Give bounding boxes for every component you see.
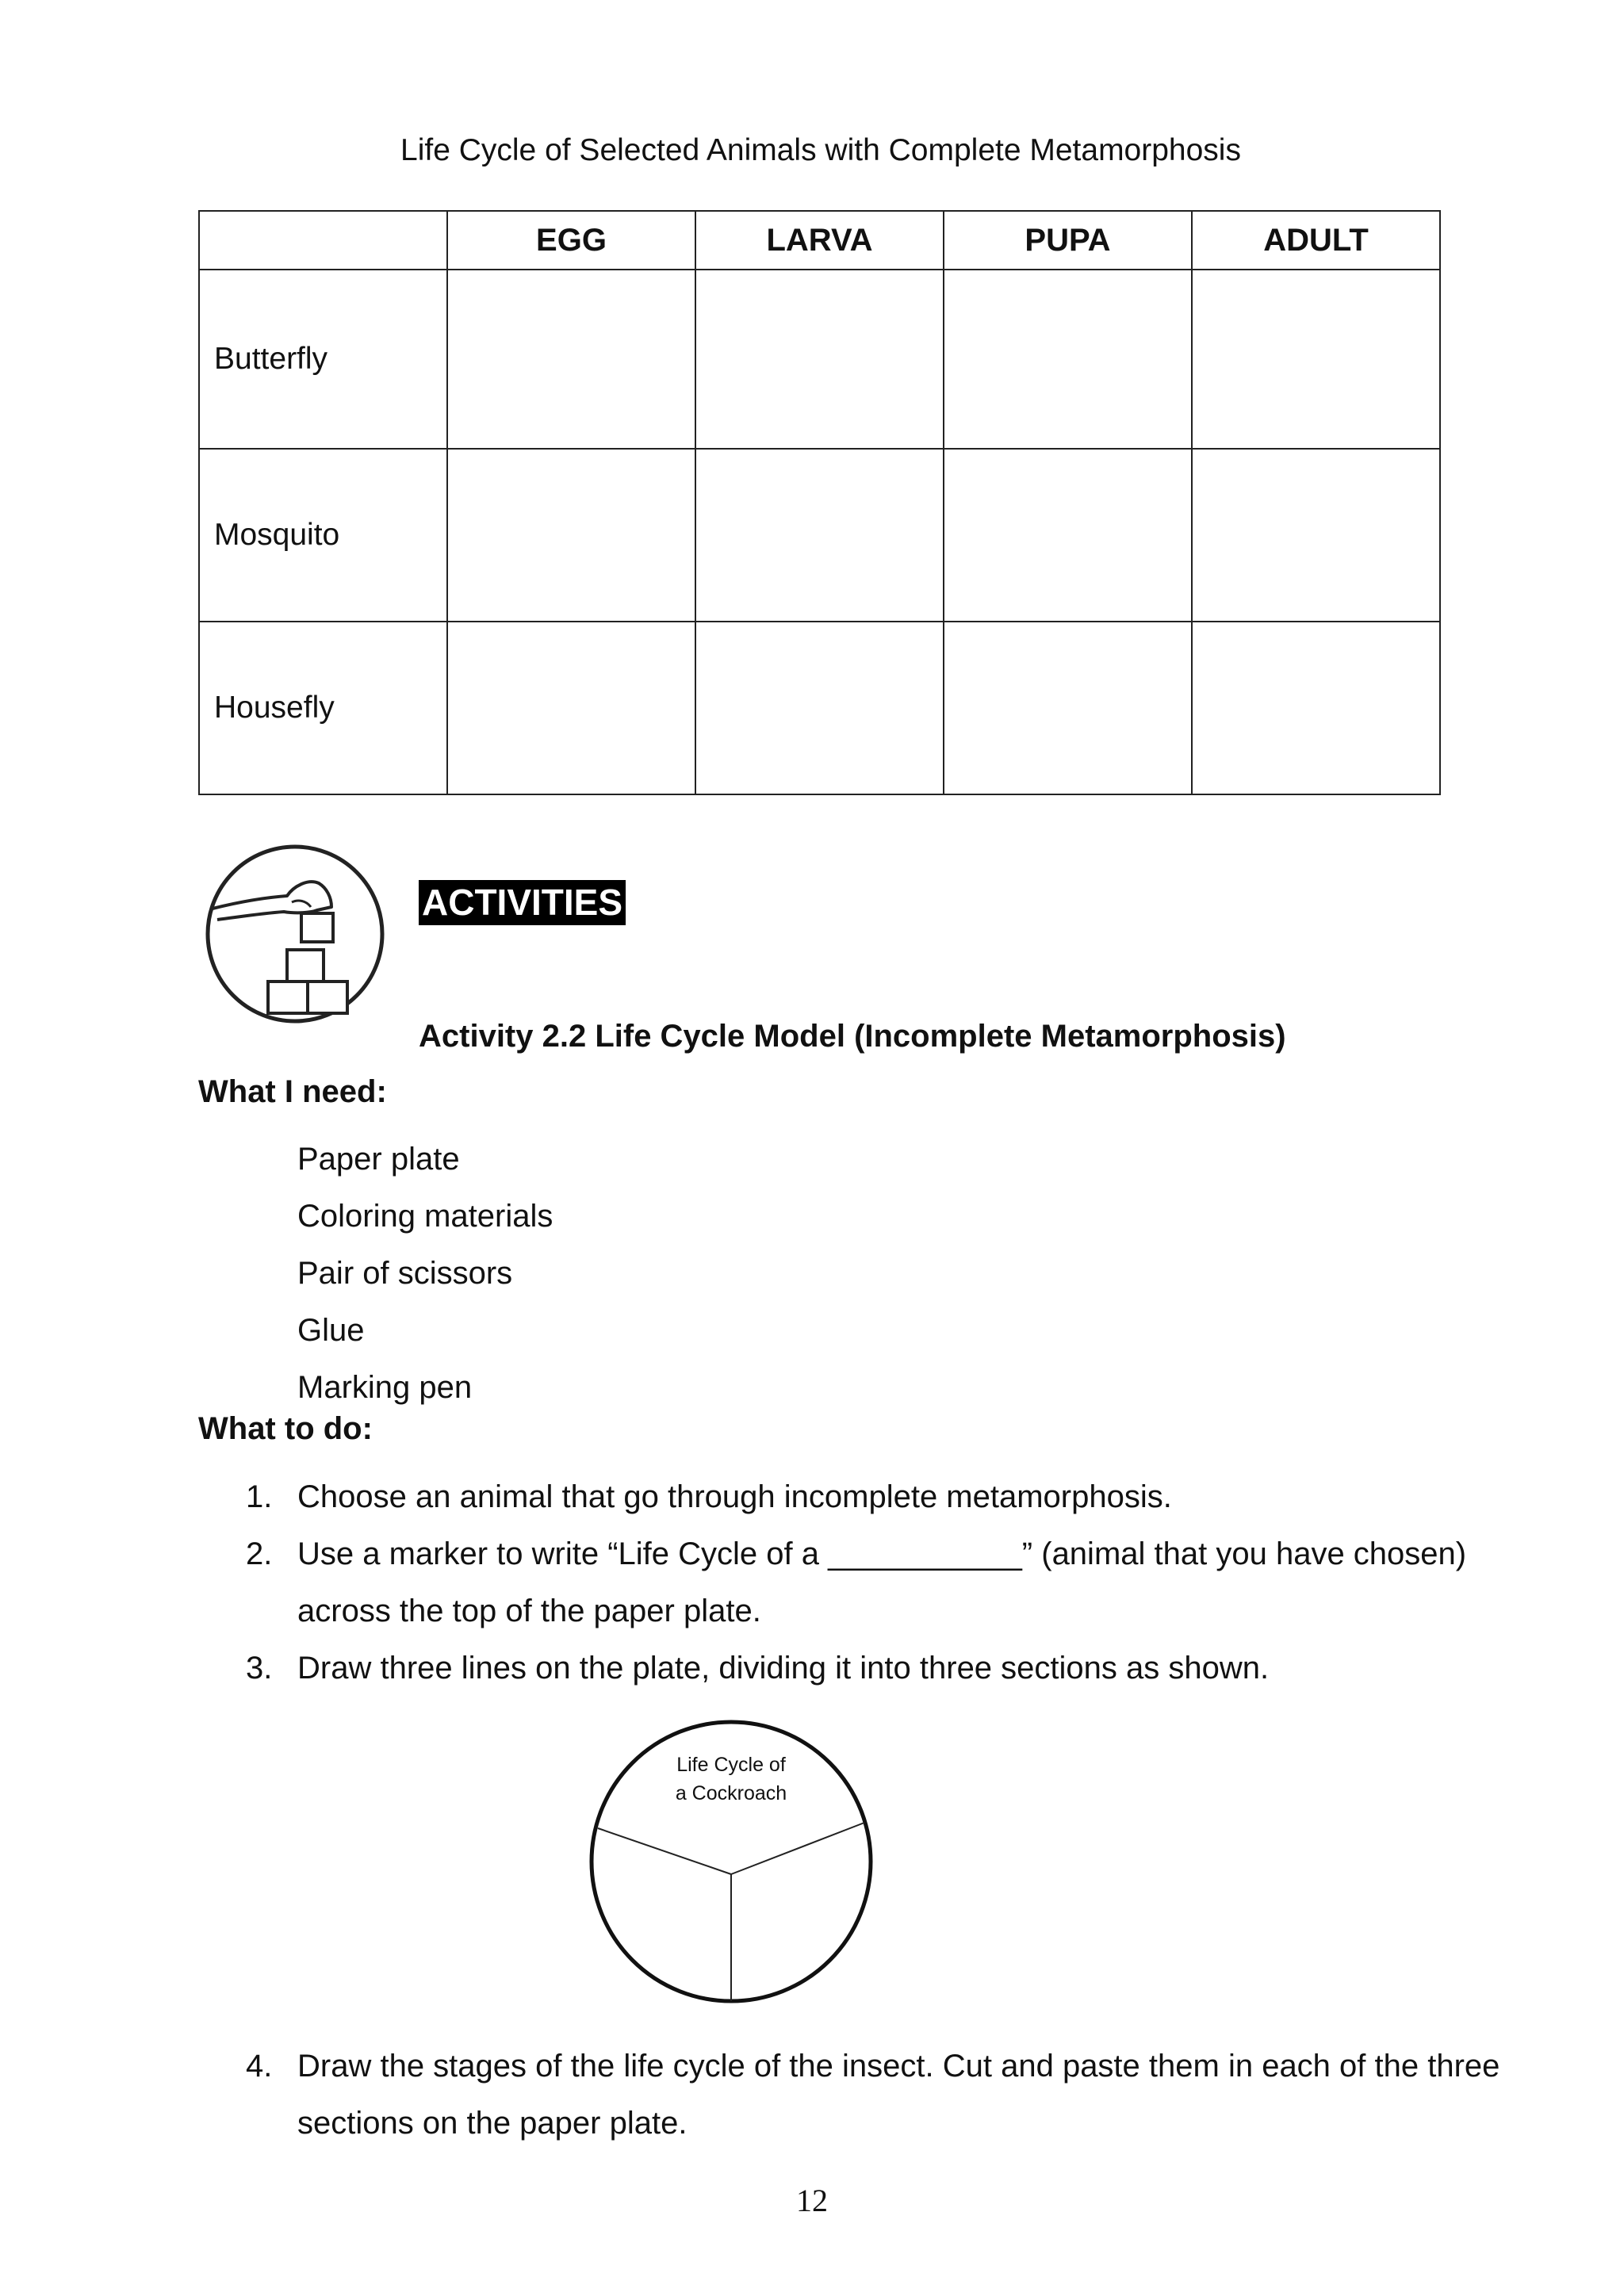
table-cell[interactable] xyxy=(944,622,1192,794)
activity-title: Activity 2.2 Life Cycle Model (Incomplete Metamorphosis) xyxy=(419,1019,1286,1054)
row-label-housefly: Housefly xyxy=(199,622,447,794)
step-text: Draw three lines on the plate, dividing it into three sections as shown. xyxy=(297,1651,1270,1686)
table-row xyxy=(199,449,1440,622)
table-cell[interactable] xyxy=(695,449,944,622)
list-item xyxy=(246,1468,1515,1525)
step-number: 4. xyxy=(246,2049,273,2084)
header-larva: LARVA xyxy=(695,211,944,270)
header-blank xyxy=(199,211,447,270)
table-cell[interactable] xyxy=(944,449,1192,622)
table-cell[interactable] xyxy=(695,622,944,794)
plate-label xyxy=(634,1751,828,1808)
header-egg: EGG xyxy=(447,211,695,270)
step-number: 3. xyxy=(246,1651,273,1686)
page-number: 12 xyxy=(796,2183,828,2218)
table-row xyxy=(199,270,1440,449)
table-cell[interactable] xyxy=(447,270,695,449)
step-number: 1. xyxy=(246,1479,273,1514)
table-cell[interactable] xyxy=(695,270,944,449)
list-item: Marking pen xyxy=(297,1370,473,1405)
table-caption: Life Cycle of Selected Animals with Complete Metamorphosis xyxy=(400,133,1241,167)
list-item: Glue xyxy=(297,1313,365,1348)
plate-label-line: a Cockroach xyxy=(675,1782,787,1804)
step-text: Choose an animal that go through incomplete metamorphosis. xyxy=(297,1479,1172,1514)
what-i-need-heading: What I need: xyxy=(198,1074,387,1109)
step-text: Draw the stages of the life cycle of the insect. Cut and paste them in each of the three sections on the paper plate. xyxy=(297,2049,1500,2141)
list-item xyxy=(246,1525,1515,1640)
table-row xyxy=(199,622,1440,794)
step-text: Use a marker to write “Life Cycle of a ___________” (animal that you have chosen) across the top of the paper plate. xyxy=(297,1536,1467,1628)
table-cell[interactable] xyxy=(944,270,1192,449)
table-cell[interactable] xyxy=(1192,622,1440,794)
step-number: 2. xyxy=(246,1536,273,1571)
header-adult: ADULT xyxy=(1192,211,1440,270)
materials-list xyxy=(297,1131,553,1416)
table-cell[interactable] xyxy=(447,622,695,794)
table-cell[interactable] xyxy=(1192,449,1440,622)
list-item xyxy=(246,1640,1515,1697)
activities-banner: ACTIVITIES xyxy=(419,880,626,925)
header-pupa: PUPA xyxy=(944,211,1192,270)
list-item: Paper plate xyxy=(297,1142,460,1177)
life-cycle-table xyxy=(198,210,1441,795)
plate-label-line: Life Cycle of xyxy=(676,1754,786,1776)
list-item: Pair of scissors xyxy=(297,1256,513,1291)
what-to-do-heading: What to do: xyxy=(198,1411,373,1446)
hand-stacking-blocks-icon xyxy=(198,831,396,1029)
steps-list xyxy=(246,1468,1515,2152)
row-label-mosquito: Mosquito xyxy=(199,449,447,622)
table-cell[interactable] xyxy=(447,449,695,622)
list-item: Coloring materials xyxy=(297,1199,553,1234)
table-header-row xyxy=(199,211,1440,270)
list-item xyxy=(246,2038,1515,2152)
row-label-butterfly: Butterfly xyxy=(199,270,447,449)
table-cell[interactable] xyxy=(1192,270,1440,449)
